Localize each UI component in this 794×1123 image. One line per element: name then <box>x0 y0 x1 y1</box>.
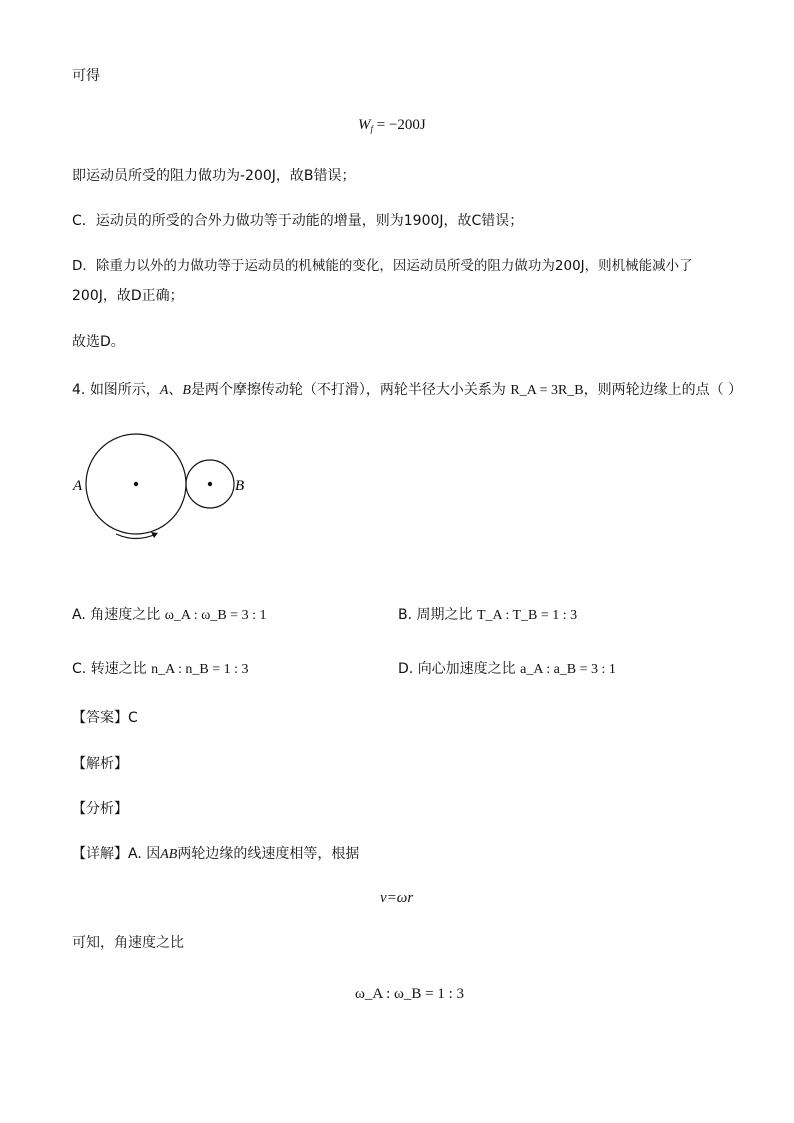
option-math: n_A : n_B = 1 : 3 <box>151 662 249 677</box>
option-label: B. <box>398 607 413 623</box>
rotation-arrow <box>116 534 156 539</box>
separator: 、 <box>168 382 183 398</box>
radius-relation: R_A = 3R_B <box>510 383 584 398</box>
eq-var: W <box>358 117 371 133</box>
question-text: 如图所示， <box>89 382 160 398</box>
question-4 <box>72 380 742 401</box>
option-label: C. <box>72 661 87 677</box>
analysis-tag: 【解析】 <box>72 756 128 772</box>
equation-v-omega-r: v=ωr <box>380 890 414 906</box>
text-line: 故选D。 <box>72 334 125 350</box>
option-c <box>72 659 249 680</box>
text-line: D．除重力以外的力做功等于运动员的机械能的变化，因运动员所受的阻力做功为200J，则机械能减小了 <box>72 258 693 274</box>
answer-value: C <box>128 710 138 726</box>
answer-tag: 【答案】 <box>72 710 128 726</box>
option-math: T_A : T_B = 1 : 3 <box>476 608 578 623</box>
wheel-a-label: A <box>159 383 169 398</box>
option-d <box>398 659 616 680</box>
question-text: ，则两轮边缘上的点（ ） <box>583 382 743 398</box>
text-line: 可知，角速度之比 <box>72 935 184 951</box>
option-text: 转速之比 <box>90 661 147 677</box>
option-text: 角速度之比 <box>90 607 161 623</box>
option-a <box>72 605 266 626</box>
answer-line <box>72 708 138 728</box>
text-line: 可得 <box>72 68 100 84</box>
detail-ab: AB <box>160 847 178 862</box>
option-b <box>398 605 577 626</box>
option-text: 周期之比 <box>416 607 473 623</box>
wheel-b-center <box>208 482 212 486</box>
detail-line <box>72 844 359 865</box>
friction-wheels-figure <box>70 425 260 545</box>
option-label: A. <box>72 607 86 623</box>
option-text: 向心加速度之比 <box>417 661 516 677</box>
text-line: C．运动员的所受的合外力做功等于动能的增量，则为1900J，故C错误； <box>72 213 524 229</box>
question-text: 是两个摩擦传动轮（不打滑），两轮半径大小关系为 <box>190 382 506 398</box>
equation-wf <box>358 115 426 139</box>
figure-label-a: A <box>73 478 83 494</box>
wheel-a-center <box>134 482 138 486</box>
detail-text: 两轮边缘的线速度相等，根据 <box>177 846 360 862</box>
figure-label-b: B <box>235 478 245 494</box>
detail-text: A. 因 <box>128 846 161 862</box>
wheel-b-label: B <box>182 383 191 398</box>
equation-omega-ratio: ω_A : ω_B = 1 : 3 <box>355 986 465 1002</box>
option-label: D. <box>398 661 414 677</box>
eq-rhs: = −200J <box>376 117 426 133</box>
detail-tag: 【详解】 <box>72 846 128 862</box>
question-number: 4. <box>72 382 86 398</box>
fenxi-tag: 【分析】 <box>72 801 128 817</box>
text-line: 即运动员所受的阻力做功为-200J，故B错误； <box>72 168 356 184</box>
option-math: a_A : a_B = 3 : 1 <box>520 662 616 677</box>
option-math: ω_A : ω_B = 3 : 1 <box>164 608 267 623</box>
eq-sub: f <box>370 124 374 134</box>
text-line: 200J，故D正确； <box>72 288 184 304</box>
